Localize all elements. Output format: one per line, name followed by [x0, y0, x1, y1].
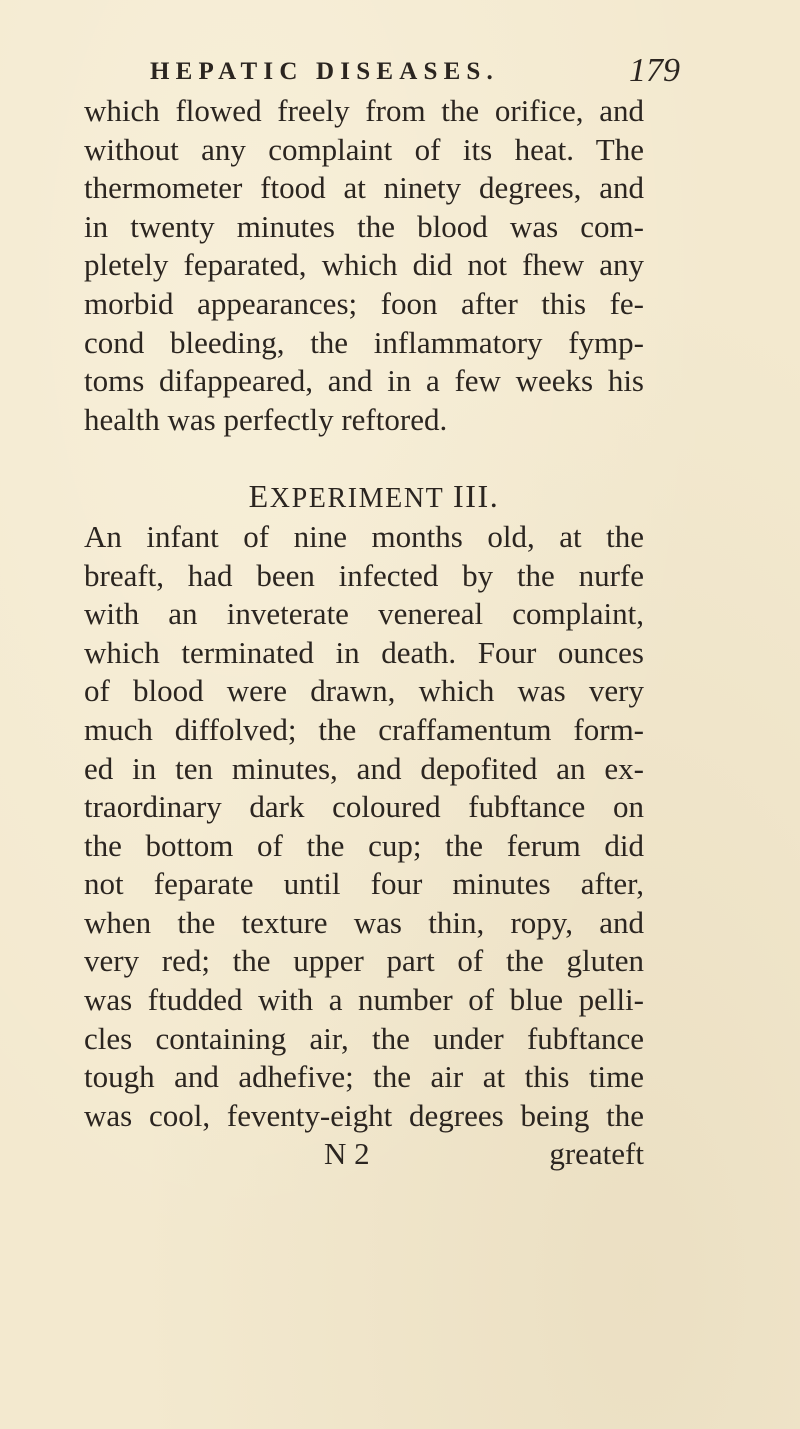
text-line: traordinary dark coloured fubftance on [84, 789, 644, 825]
text-line: toms difappeared, and in a few weeks his [84, 363, 644, 399]
text-line: not feparate until four minutes after, [84, 866, 644, 902]
text-line: health was perfectly reftored. [84, 401, 448, 437]
text-line: tough and adhefive; the air at this time [84, 1059, 644, 1095]
text-line: of blood were drawn, which was very [84, 673, 644, 709]
text-line: An infant of nine months old, at the [84, 518, 644, 554]
heading-initial: E [248, 478, 270, 515]
text-line: ed in ten minutes, and depofited an ex- [84, 750, 644, 786]
text-line: cond bleeding, the inflammatory fymp- [84, 324, 644, 360]
text-line: the bottom of the cup; the ferum did [84, 827, 644, 863]
text-line: was cool, feventy-eight degrees being the [84, 1097, 644, 1133]
text-line: very red; the upper part of the gluten [84, 943, 644, 979]
page-footer [84, 1135, 644, 1174]
text-line: which terminated in death. Four ounces [84, 634, 644, 670]
page-number: 179 [629, 52, 680, 89]
signature-mark: N 2 [324, 1136, 370, 1172]
text-line: without any complaint of its heat. The [84, 131, 644, 167]
body-text [84, 92, 644, 1174]
text-line: much diffolved; the craffamentum form- [84, 711, 644, 747]
text-line: in twenty minutes the blood was com- [84, 208, 644, 244]
section-heading [84, 477, 644, 516]
text-line: when the texture was thin, ropy, and [84, 904, 644, 940]
heading-numeral: III. [453, 478, 500, 515]
catchword: greateft [549, 1136, 644, 1172]
text-line: morbid appearances; foon after this fe- [84, 285, 644, 321]
running-head [150, 52, 680, 96]
text-line: was ftudded with a number of blue pelli- [84, 982, 644, 1018]
text-line: thermometer ftood at ninety degrees, and [84, 170, 644, 206]
text-line: with an inveterate venereal complaint, [84, 596, 644, 632]
text-line: breaft, had been infected by the nurfe [84, 557, 644, 593]
text-line: pletely feparated, which did not fhew any [84, 247, 644, 283]
text-line: cles containing air, the under fubftance [84, 1020, 644, 1056]
heading-smallcaps: XPERIMENT [269, 483, 445, 515]
text-line: which flowed freely from the orifice, and [84, 93, 644, 128]
running-title: HEPATIC DISEASES. [150, 58, 499, 85]
